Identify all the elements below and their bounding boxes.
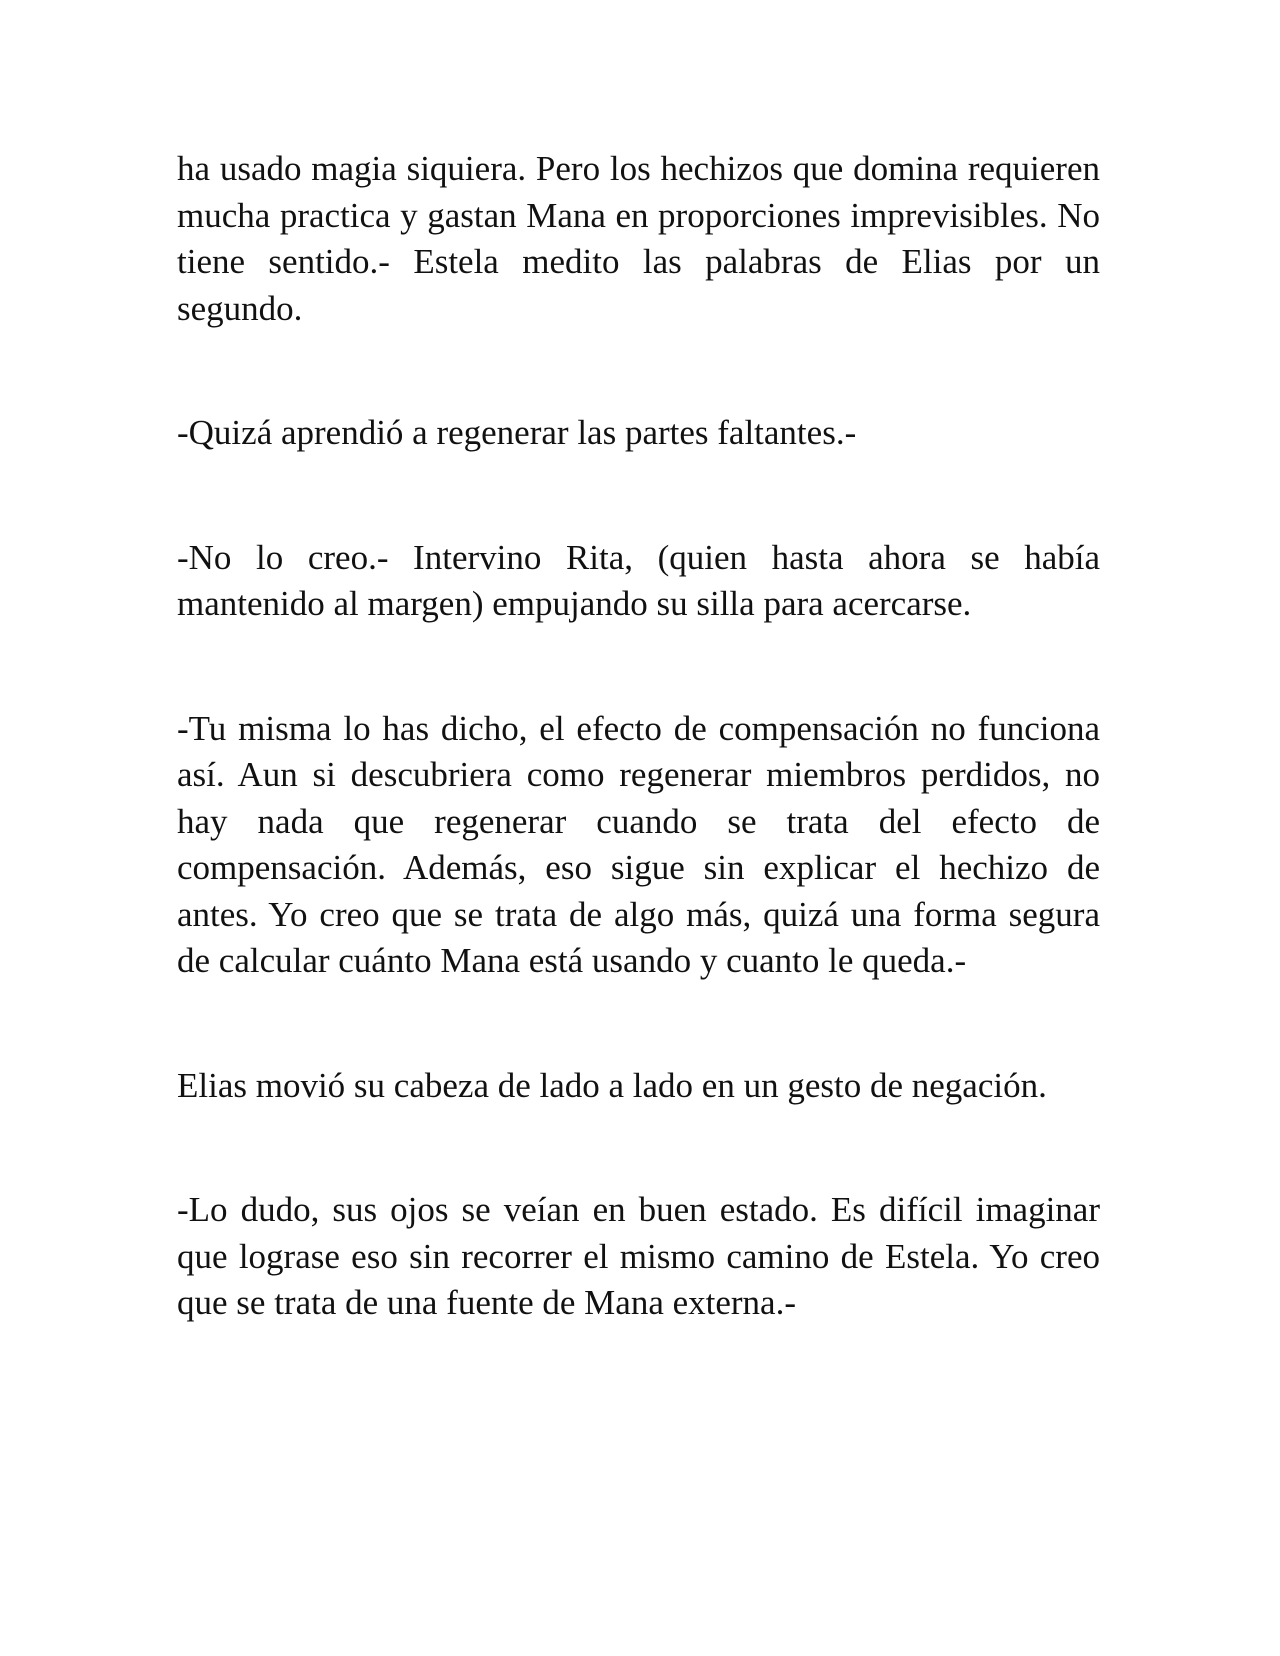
paragraph-spacer (177, 457, 1100, 535)
paragraph-spacer (177, 985, 1100, 1063)
paragraph-spacer (177, 628, 1100, 706)
paragraph-3: -No lo creo.- Intervino Rita, (quien hasta ahora se había mantenido al margen) empujando su silla para acercarse. (177, 537, 1100, 623)
paragraph-5: Elias movió su cabeza de lado a lado en un gesto de negación. (177, 1065, 1047, 1105)
paragraph-spacer (177, 332, 1100, 410)
paragraph-1: ha usado magia siquiera. Pero los hechizos que domina requieren mucha practica y gastan Mana en proporciones imprevisibles. No tiene sentido.- Estela medito las palabras de Elias por un segundo. (177, 149, 1100, 328)
document-page (177, 146, 1100, 1327)
paragraph-spacer (177, 1109, 1100, 1187)
paragraph-2: -Quizá aprendió a regenerar las partes faltantes.- (177, 413, 857, 452)
paragraph-6: -Lo dudo, sus ojos se veían en buen estado. Es difícil imaginar que lograse eso sin recorrer el mismo camino de Estela. Yo creo que se trata de una fuente de Mana externa.- (177, 1190, 1100, 1322)
paragraph-4: -Tu misma lo has dicho, el efecto de compensación no funciona así. Aun si descubriera como regenerar miembros perdidos, no hay nada que regenerar cuando se trata del efecto de compensación. Además, eso sigue sin explicar el hechizo de antes. Yo creo que se trata de algo más, quizá una forma segura de calcular cuánto Mana está usando y cuanto le queda.- (177, 708, 1100, 980)
